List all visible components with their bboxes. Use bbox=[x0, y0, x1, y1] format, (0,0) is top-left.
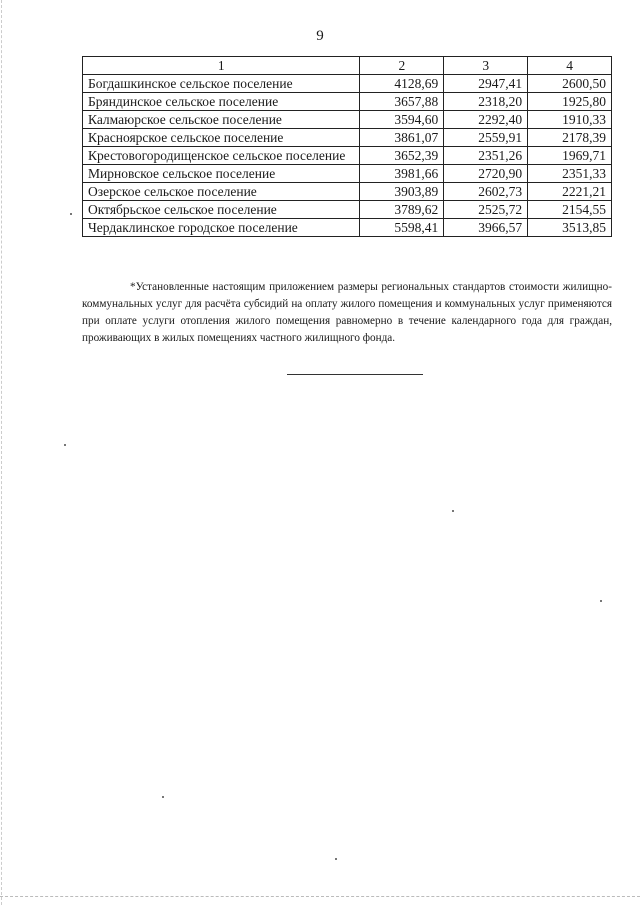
value-cell: 2559,91 bbox=[444, 129, 528, 147]
settlement-name: Бряндинское сельское поселение bbox=[83, 93, 360, 111]
standards-table bbox=[82, 56, 612, 237]
settlement-name: Красноярское сельское поселение bbox=[83, 129, 360, 147]
table-row bbox=[83, 129, 612, 147]
value-cell: 2292,40 bbox=[444, 111, 528, 129]
settlement-name: Озерское сельское поселение bbox=[83, 183, 360, 201]
settlement-name: Богдашкинское сельское поселение bbox=[83, 75, 360, 93]
table-row bbox=[83, 165, 612, 183]
value-cell: 3981,66 bbox=[360, 165, 444, 183]
column-header: 3 bbox=[444, 57, 528, 75]
value-cell: 2602,73 bbox=[444, 183, 528, 201]
value-cell: 3789,62 bbox=[360, 201, 444, 219]
value-cell: 1925,80 bbox=[528, 93, 612, 111]
table-row bbox=[83, 93, 612, 111]
value-cell: 3966,57 bbox=[444, 219, 528, 237]
value-cell: 1910,33 bbox=[528, 111, 612, 129]
scan-edge-bottom bbox=[0, 896, 640, 897]
table-row bbox=[83, 201, 612, 219]
value-cell: 2525,72 bbox=[444, 201, 528, 219]
value-cell: 3861,07 bbox=[360, 129, 444, 147]
value-cell: 2221,21 bbox=[528, 183, 612, 201]
scan-speck bbox=[335, 858, 337, 860]
value-cell: 2351,26 bbox=[444, 147, 528, 165]
scan-speck bbox=[452, 510, 454, 512]
value-cell: 5598,41 bbox=[360, 219, 444, 237]
page-number: 9 bbox=[316, 28, 324, 44]
value-cell: 2318,20 bbox=[444, 93, 528, 111]
table-row bbox=[83, 219, 612, 237]
value-cell: 2720,90 bbox=[444, 165, 528, 183]
settlement-name: Чердаклинское городское поселение bbox=[83, 219, 360, 237]
settlement-name: Крестовогородищенское сельское поселение bbox=[83, 147, 360, 165]
table-row bbox=[83, 111, 612, 129]
value-cell: 2351,33 bbox=[528, 165, 612, 183]
settlement-name: Мирновское сельское поселение bbox=[83, 165, 360, 183]
column-header: 4 bbox=[528, 57, 612, 75]
footnote: *Установленные настоящим приложением размеры региональных стандартов стоимости жилищно-коммунальных услуг для расчёта субсидий на оплату жилого помещения и коммунальных услуг применяются при оплате услуги отопления жилого помещения равномерно в течение календарного года для граждан, проживающих в жилых помещениях частного жилищного фонда. bbox=[82, 281, 612, 345]
settlement-name: Октябрьское сельское поселение bbox=[83, 201, 360, 219]
value-cell: 3657,88 bbox=[360, 93, 444, 111]
value-cell: 4128,69 bbox=[360, 75, 444, 93]
table-row bbox=[83, 75, 612, 93]
value-cell: 2178,39 bbox=[528, 129, 612, 147]
column-header: 2 bbox=[360, 57, 444, 75]
value-cell: 3903,89 bbox=[360, 183, 444, 201]
table-row bbox=[83, 183, 612, 201]
table-row bbox=[83, 147, 612, 165]
table-header-row bbox=[83, 57, 612, 75]
value-cell: 2154,55 bbox=[528, 201, 612, 219]
value-cell: 3652,39 bbox=[360, 147, 444, 165]
value-cell: 1969,71 bbox=[528, 147, 612, 165]
column-header: 1 bbox=[83, 57, 360, 75]
separator-line bbox=[287, 374, 423, 375]
value-cell: 3594,60 bbox=[360, 111, 444, 129]
scan-edge-left bbox=[1, 0, 2, 905]
value-cell: 2600,50 bbox=[528, 75, 612, 93]
value-cell: 2947,41 bbox=[444, 75, 528, 93]
scan-speck bbox=[600, 600, 602, 602]
value-cell: 3513,85 bbox=[528, 219, 612, 237]
settlement-name: Калмаюрское сельское поселение bbox=[83, 111, 360, 129]
scan-speck bbox=[70, 213, 72, 215]
scan-speck bbox=[64, 444, 66, 446]
scan-speck bbox=[162, 796, 164, 798]
